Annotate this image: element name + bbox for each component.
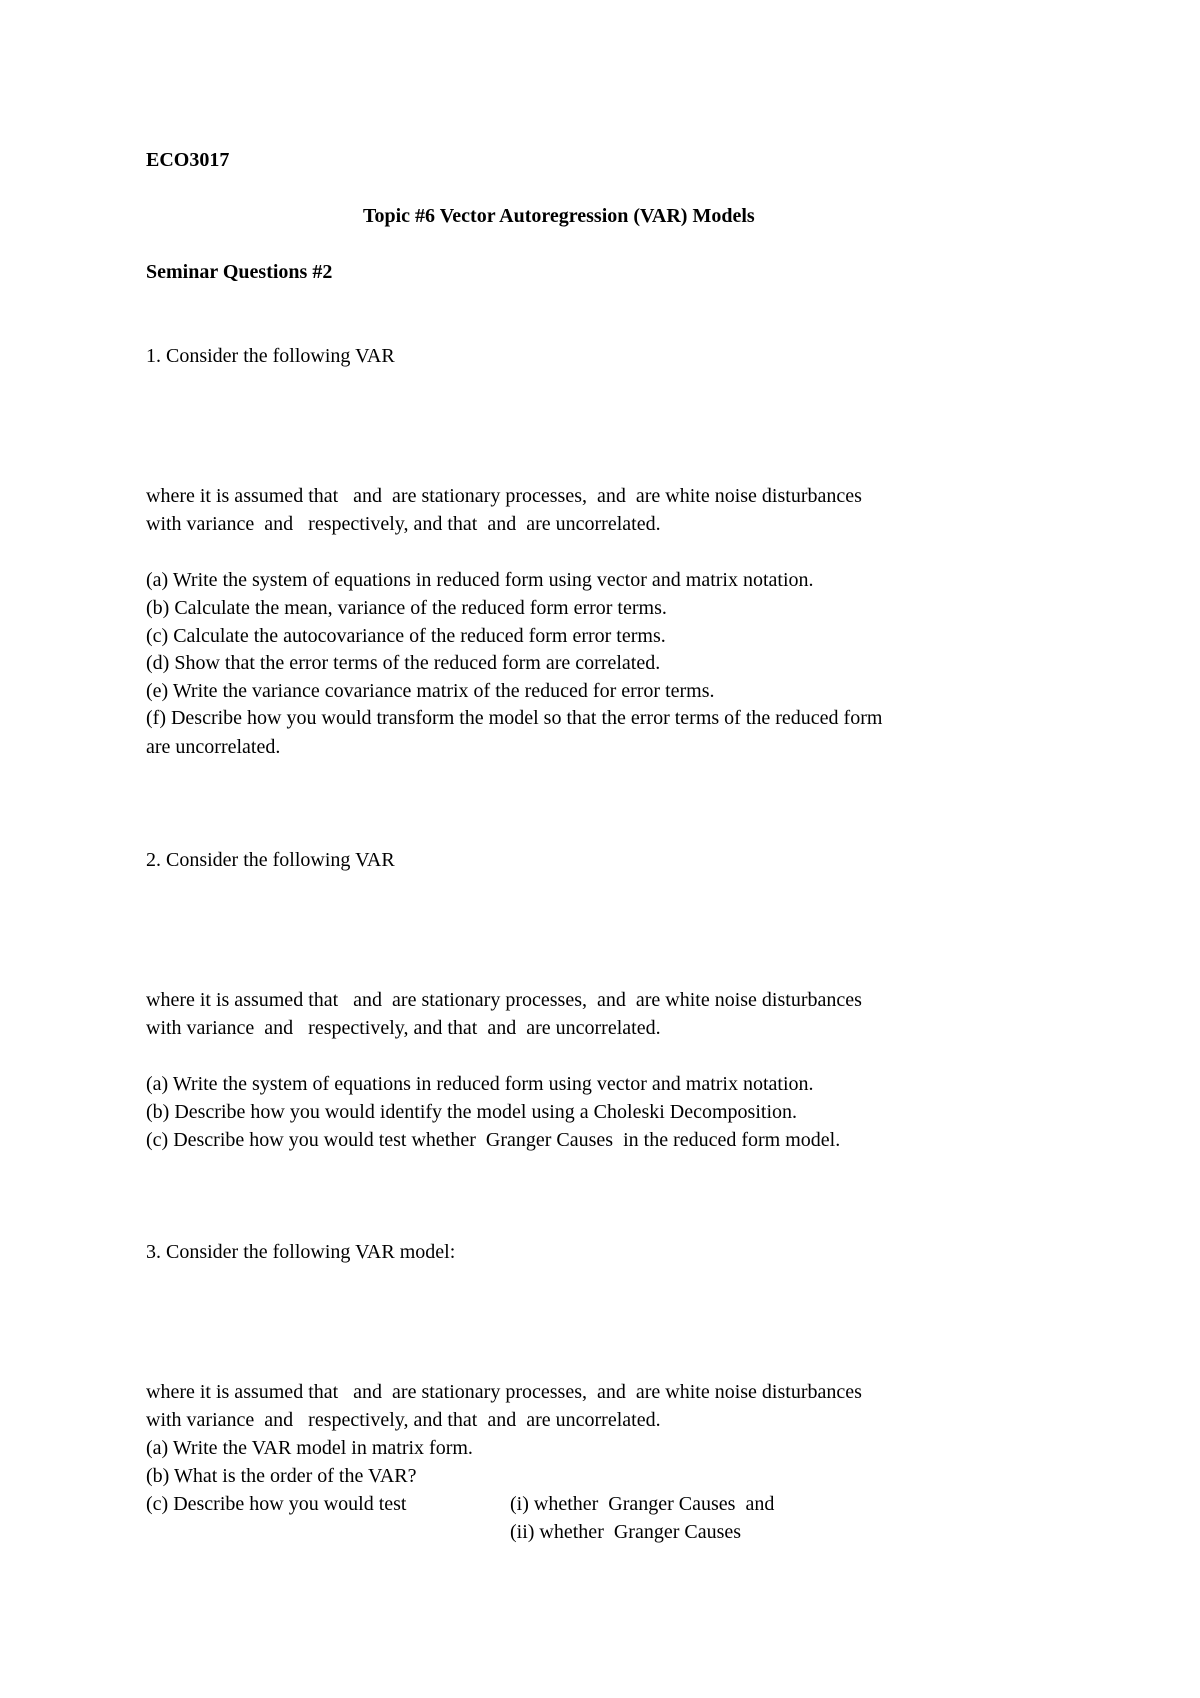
question-1-part-f-continued: are uncorrelated. — [146, 736, 281, 758]
question-2-intro: 2. Consider the following VAR — [146, 849, 395, 871]
question-3-intro: 3. Consider the following VAR model: — [146, 1241, 456, 1263]
question-1-assumption-line-2: with variance and respectively, and that and are uncorrelated. — [146, 513, 661, 535]
question-1-part-f: (f) Describe how you would transform the model so that the error terms of the reduced form — [146, 707, 883, 729]
question-3-part-c: (c) Describe how you would test — [146, 1493, 407, 1515]
question-3-part-b: (b) What is the order of the VAR? — [146, 1465, 417, 1487]
question-3-part-c-ii: (ii) whether Granger Causes — [510, 1521, 742, 1543]
question-3-part-a: (a) Write the VAR model in matrix form. — [146, 1437, 473, 1459]
question-2-assumption-line-1: where it is assumed that and are stationary processes, and are white noise disturbances — [146, 989, 862, 1011]
question-2-part-b: (b) Describe how you would identify the model using a Choleski Decomposition. — [146, 1101, 798, 1123]
question-1-part-e: (e) Write the variance covariance matrix of the reduced for error terms. — [146, 680, 715, 702]
question-2-part-a: (a) Write the system of equations in reduced form using vector and matrix notation. — [146, 1073, 814, 1095]
question-1-part-d: (d) Show that the error terms of the reduced form are correlated. — [146, 652, 661, 674]
course-code: ECO3017 — [146, 149, 230, 171]
question-2-part-c: (c) Describe how you would test whether Granger Causes in the reduced form model. — [146, 1129, 841, 1151]
question-3-part-c-i: (i) whether Granger Causes and — [510, 1493, 775, 1515]
question-1-intro: 1. Consider the following VAR — [146, 345, 395, 367]
question-1-assumption-line-1: where it is assumed that and are stationary processes, and are white noise disturbances — [146, 485, 862, 507]
topic-title: Topic #6 Vector Autoregression (VAR) Models — [363, 205, 755, 227]
question-3-assumption-line-2: with variance and respectively, and that and are uncorrelated. — [146, 1409, 661, 1431]
question-1-part-a: (a) Write the system of equations in reduced form using vector and matrix notation. — [146, 569, 814, 591]
question-2-assumption-line-2: with variance and respectively, and that and are uncorrelated. — [146, 1017, 661, 1039]
question-1-part-b: (b) Calculate the mean, variance of the reduced form error terms. — [146, 597, 667, 619]
seminar-title: Seminar Questions #2 — [146, 261, 333, 283]
question-1-part-c: (c) Calculate the autocovariance of the reduced form error terms. — [146, 625, 666, 647]
question-3-assumption-line-1: where it is assumed that and are stationary processes, and are white noise disturbances — [146, 1381, 862, 1403]
